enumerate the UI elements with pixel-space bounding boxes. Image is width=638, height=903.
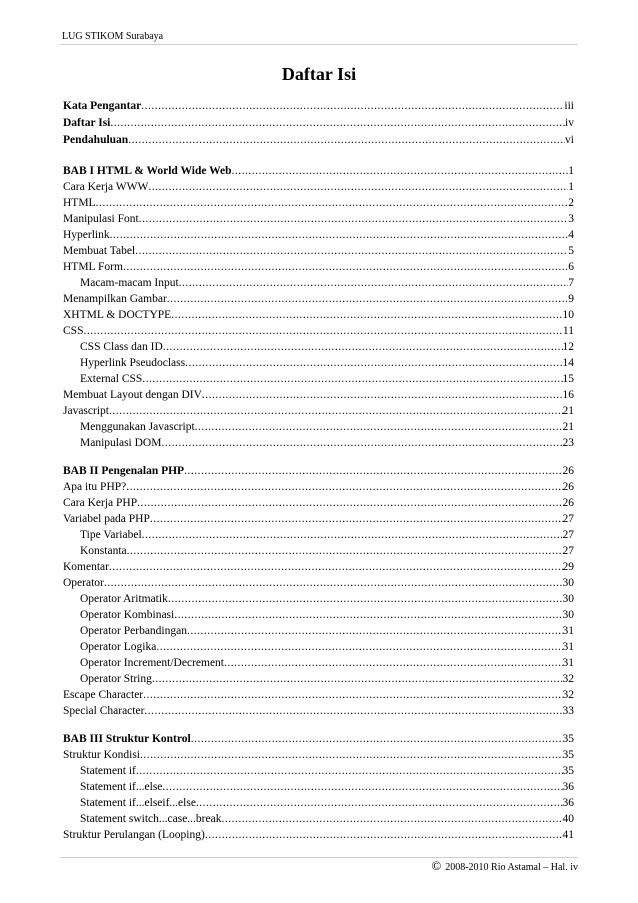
toc-entry (63, 512, 574, 527)
toc-dot-leader (232, 164, 569, 179)
toc-dot-leader (136, 764, 563, 779)
toc-entry-label: Operator Logika (80, 641, 157, 653)
toc-entry (80, 796, 574, 811)
toc-dot-leader (143, 688, 562, 703)
toc-entry (63, 324, 574, 339)
toc-dot-leader (128, 133, 565, 148)
toc-entry-label: Tipe Variabel (80, 529, 142, 541)
toc-entry-page: 7 (568, 277, 574, 289)
toc-entry-label: Operator Aritmatik (80, 593, 168, 605)
toc-entry-page: 26 (562, 481, 574, 493)
toc-dot-leader (123, 260, 568, 275)
toc-entry-page: 16 (562, 389, 574, 401)
toc-entry-label: BAB II Pengenalan PHP (63, 465, 185, 477)
toc-entry-page: 5 (568, 245, 574, 257)
toc-dot-leader (187, 624, 563, 639)
toc-dot-leader (109, 560, 563, 575)
toc-entry-label: Menggunakan Javascript (80, 421, 195, 433)
toc-dot-leader (221, 812, 562, 827)
toc-entry-page: 31 (562, 641, 574, 653)
toc-dot-leader (126, 480, 562, 495)
toc-entry (63, 164, 574, 179)
toc-dot-leader (110, 116, 565, 131)
toc-dot-leader (141, 99, 564, 114)
toc-dot-leader (185, 356, 562, 371)
toc-entry-page: 35 (562, 733, 574, 745)
toc-entry-label: Operator (63, 577, 104, 589)
toc-dot-leader (139, 212, 569, 227)
footer-text: 2008-2010 Rio Astamal – Hal. iv (445, 862, 578, 873)
toc-dot-leader (202, 388, 563, 403)
toc-entry (63, 828, 574, 843)
toc-dot-leader (161, 436, 562, 451)
toc-entry-label: Menampilkan Gambar (63, 293, 167, 305)
toc-entry-page: 10 (562, 309, 574, 321)
toc-entry (80, 640, 574, 655)
toc-entry-page: vi (565, 134, 574, 146)
toc-dot-leader (96, 196, 569, 211)
toc-entry (80, 276, 574, 291)
toc-dot-leader (148, 180, 568, 195)
toc-entry (63, 388, 574, 403)
toc-entry (80, 624, 574, 639)
toc-dot-leader (184, 464, 562, 479)
toc-entry-page: 26 (562, 497, 574, 509)
toc-dot-leader (142, 528, 563, 543)
toc-entry (80, 812, 574, 827)
toc-entry (80, 608, 574, 623)
toc-dot-leader (109, 404, 563, 419)
toc-dot-leader (196, 796, 563, 811)
toc-entry-page: 3 (568, 213, 574, 225)
toc-entry (80, 372, 574, 387)
toc-entry-label: Javascript (63, 405, 109, 417)
toc-entry-page: 21 (562, 421, 574, 433)
toc-entry (63, 116, 574, 131)
toc-dot-leader (144, 704, 562, 719)
toc-entry (63, 480, 574, 495)
toc-entry-page: iv (565, 117, 574, 129)
toc-entry (80, 528, 574, 543)
toc-dot-leader (83, 324, 562, 339)
toc-entry-page: 36 (562, 781, 574, 793)
toc-entry (63, 576, 574, 591)
toc-entry-label: Daftar Isi (63, 117, 111, 129)
toc-entry-label: Manipulasi DOM (80, 437, 162, 449)
toc-entry-page: 11 (562, 325, 574, 337)
toc-entry (80, 544, 574, 559)
toc-entry-label: Statement if...elseif...else (80, 797, 196, 809)
toc-entry (63, 212, 574, 227)
toc-entry-label: BAB I HTML & World Wide Web (63, 165, 232, 177)
toc-entry-page: 12 (562, 341, 574, 353)
toc-entry (63, 196, 574, 211)
toc-entry-page: 29 (562, 561, 574, 573)
toc-entry (63, 404, 574, 419)
copyright-icon: © (431, 858, 442, 873)
toc-entry-page: 32 (562, 673, 574, 685)
toc-entry-page: 31 (562, 657, 574, 669)
toc-entry-label: Operator Kombinasi (80, 609, 175, 621)
toc-dot-leader (171, 308, 562, 323)
page-title: Daftar Isi (281, 64, 357, 84)
toc-entry-page: 21 (562, 405, 574, 417)
footer-divider (60, 857, 578, 858)
toc-entry (63, 244, 574, 259)
toc-entry-label: Kata Pengantar (63, 100, 142, 112)
toc-entry-label: Hyperlink (63, 229, 110, 241)
toc-entry-label: CSS (63, 325, 84, 337)
toc-dot-leader (142, 372, 562, 387)
toc-entry-page: 15 (562, 373, 574, 385)
toc-entry (80, 436, 574, 451)
toc-entry (63, 748, 574, 763)
toc-entry (80, 764, 574, 779)
toc-entry-label: HTML Form (63, 261, 123, 273)
toc-entry-page: 23 (562, 437, 574, 449)
toc-entry-page: 41 (562, 829, 574, 841)
toc-entry-label: HTML (63, 197, 96, 209)
toc-entry-label: Apa itu PHP? (63, 481, 127, 493)
toc-entry-label: Hyperlink Pseudoclass (80, 357, 186, 369)
toc-dot-leader (104, 576, 563, 591)
toc-entry-label: Cara Kerja WWW (63, 181, 149, 193)
toc-entry (63, 308, 574, 323)
toc-entry-page: 27 (562, 513, 574, 525)
toc-entry (63, 704, 574, 719)
toc-entry (80, 356, 574, 371)
toc-dot-leader (195, 420, 563, 435)
toc-entry (80, 420, 574, 435)
toc-dot-leader (191, 732, 563, 747)
toc-dot-leader (137, 496, 562, 511)
toc-dot-leader (168, 592, 563, 607)
toc-entry (63, 99, 574, 114)
toc-entry-page: 1 (568, 181, 574, 193)
toc-entry-page: 4 (568, 229, 574, 241)
toc-entry-label: Membuat Layout dengan DIV (63, 389, 202, 401)
toc-entry-label: Pendahuluan (63, 134, 129, 146)
toc-entry-label: Statement if (80, 765, 136, 777)
toc-entry (80, 780, 574, 795)
toc-entry-label: Variabel pada PHP (63, 513, 150, 525)
toc-entry-label: Komentar (63, 561, 109, 573)
toc-entry (80, 592, 574, 607)
toc-entry-page: 27 (562, 529, 574, 541)
toc-entry-label: Manipulasi Font (63, 213, 139, 225)
toc-dot-leader (167, 292, 568, 307)
toc-entry-label: Special Character (63, 705, 145, 717)
toc-dot-leader (156, 640, 562, 655)
toc-entry-page: 32 (562, 689, 574, 701)
toc-dot-leader (127, 544, 563, 559)
toc-entry-page: 35 (562, 765, 574, 777)
toc-dot-leader (110, 228, 569, 243)
toc-dot-leader (174, 608, 562, 623)
toc-entry-label: XHTML & DOCTYPE (63, 309, 172, 321)
toc-dot-leader (162, 780, 562, 795)
toc-dot-leader (224, 656, 563, 671)
toc-entry-label: Cara Kerja PHP (63, 497, 138, 509)
toc-entry (63, 688, 574, 703)
toc-entry (63, 560, 574, 575)
toc-entry-page: iii (564, 100, 574, 112)
toc-entry (63, 260, 574, 275)
page-footer (431, 860, 578, 874)
toc-entry-page: 35 (562, 749, 574, 761)
toc-entry (63, 496, 574, 511)
toc-entry-page: 30 (562, 609, 574, 621)
toc-entry-page: 36 (562, 797, 574, 809)
toc-entry-page: 1 (568, 165, 574, 177)
toc-entry (63, 732, 574, 747)
toc-entry-label: Membuat Tabel (63, 245, 136, 257)
toc-entry-label: Operator String (80, 673, 152, 685)
toc-entry (63, 180, 574, 195)
toc-dot-leader (163, 340, 563, 355)
toc-entry-page: 31 (562, 625, 574, 637)
toc-entry-label: Operator Perbandingan (80, 625, 187, 637)
toc-entry-page: 30 (562, 593, 574, 605)
toc-entry (63, 464, 574, 479)
toc-entry (63, 228, 574, 243)
toc-entry-page: 33 (562, 705, 574, 717)
running-header: LUG STIKOM Surabaya (62, 31, 164, 42)
toc-entry-label: Macam-macam Input (80, 277, 179, 289)
toc-entry-page: 14 (562, 357, 574, 369)
toc-entry-page: 26 (562, 465, 574, 477)
toc-entry-page: 27 (562, 545, 574, 557)
toc-entry-page: 30 (562, 577, 574, 589)
toc-entry-label: Operator Increment/Decrement (80, 657, 224, 669)
toc-entry (63, 133, 574, 148)
toc-dot-leader (140, 748, 563, 763)
toc-entry-label: External CSS (80, 373, 143, 385)
toc-dot-leader (135, 244, 568, 259)
toc-entry-page: 2 (568, 197, 574, 209)
toc-entry-label: Escape Character (63, 689, 144, 701)
toc-entry (80, 656, 574, 671)
toc-entry (63, 292, 574, 307)
toc-entry (80, 340, 574, 355)
toc-dot-leader (150, 512, 563, 527)
toc-entry-label: Statement if...else (80, 781, 163, 793)
toc-entry-label: Konstanta (80, 545, 127, 557)
toc-entry-label: Struktur Kondisi (63, 749, 140, 761)
header-divider (60, 44, 578, 45)
toc-entry-page: 40 (562, 813, 574, 825)
toc-dot-leader (152, 672, 563, 687)
toc-dot-leader (179, 276, 569, 291)
toc-entry-label: BAB III Struktur Kontrol (63, 733, 191, 745)
toc-entry-label: Statement switch...case...break (80, 813, 222, 825)
toc-entry-label: Struktur Perulangan (Looping) (63, 829, 205, 841)
toc-entry (80, 672, 574, 687)
toc-dot-leader (205, 828, 563, 843)
toc-entry-label: CSS Class dan ID (80, 341, 163, 353)
toc-entry-page: 6 (568, 261, 574, 273)
toc-entry-page: 9 (568, 293, 574, 305)
